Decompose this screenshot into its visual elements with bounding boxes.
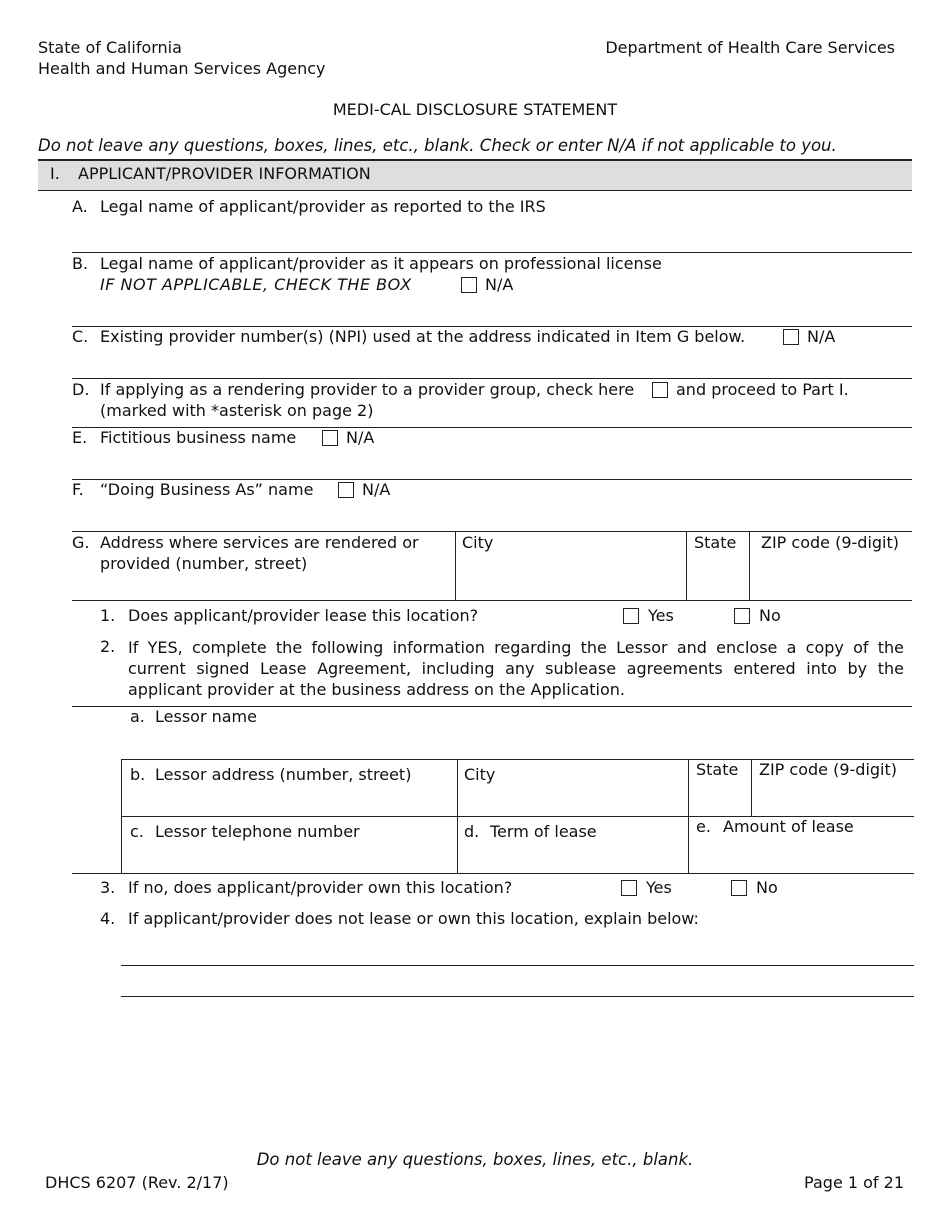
item-e-na-checkbox[interactable] [322, 430, 338, 446]
q3-no-label: No [756, 878, 778, 897]
lessor-b-label: Lessor address (number, street) [155, 765, 412, 784]
lessor-table-bottom-line [72, 873, 914, 874]
item-c-line [72, 378, 912, 379]
item-a-line [72, 252, 912, 253]
item-g-letter: G. [72, 533, 90, 552]
footer-notice: Do not leave any questions, boxes, lines, etc., blank. [256, 1150, 694, 1169]
header-state: State of California [38, 38, 182, 57]
footer-page-number: Page 1 of 21 [804, 1173, 904, 1192]
instruction-text: Do not leave any questions, boxes, lines, etc., blank. Check or enter N/A if not applicable to you. [38, 136, 837, 155]
item-b-label: Legal name of applicant/provider as it appears on professional license [100, 254, 662, 273]
lessor-a-letter: a. [130, 707, 145, 726]
item-f-na-label: N/A [362, 480, 391, 499]
lessor-b-zip-label: ZIP code (9-digit) [759, 760, 897, 779]
item-d-checkbox[interactable] [652, 382, 668, 398]
lessor-d-label: Term of lease [490, 822, 597, 841]
lessor-divider-3 [751, 759, 752, 816]
item-b-sub: IF NOT APPLICABLE, CHECK THE BOX [100, 275, 412, 294]
item-g-city-label: City [462, 533, 494, 552]
section-title: APPLICANT/PROVIDER INFORMATION [78, 164, 371, 183]
q1-num: 1. [100, 606, 116, 625]
item-g-divider-3 [749, 531, 750, 600]
q1-yes-label: Yes [648, 606, 674, 625]
item-c-na-checkbox[interactable] [783, 329, 799, 345]
item-g-divider-2 [686, 531, 687, 600]
item-e-label: Fictitious business name [100, 428, 297, 447]
q2-text: If YES, complete the following information regarding the Lessor and enclose a copy of the current signed Lease Agreement, including any sublease agreements entered into by the applicant provider at the business address on the Application. [128, 638, 904, 699]
item-g-label-line2: provided (number, street) [100, 554, 308, 573]
item-d-label-post: and proceed to Part I. [676, 380, 849, 399]
page-title: MEDI-CAL DISCLOSURE STATEMENT [332, 100, 618, 119]
q1-no-checkbox[interactable] [734, 608, 750, 624]
item-g-zip-label: ZIP code (9-digit) [761, 533, 899, 552]
item-b-na-checkbox[interactable] [461, 277, 477, 293]
footer-form-id: DHCS 6207 (Rev. 2/17) [45, 1173, 229, 1192]
q3-yes-checkbox[interactable] [621, 880, 637, 896]
q4-answer-line-1[interactable] [121, 965, 914, 966]
item-a-field[interactable] [100, 220, 910, 250]
lessor-a-label: Lessor name [155, 707, 257, 726]
item-d-line2: (marked with *asterisk on page 2) [100, 401, 374, 420]
lessor-b-letter: b. [130, 765, 146, 784]
item-a-label: Legal name of applicant/provider as reported to the IRS [100, 197, 546, 216]
lessor-c-label: Lessor telephone number [155, 822, 360, 841]
q3-num: 3. [100, 878, 116, 897]
item-f-line [72, 531, 912, 532]
item-e-na-label: N/A [346, 428, 375, 447]
item-d-label-pre: If applying as a rendering provider to a provider group, check here [100, 380, 635, 399]
item-f-label: “Doing Business As” name [100, 480, 314, 499]
section-number: I. [50, 164, 60, 183]
lessor-e-label: Amount of lease [723, 817, 854, 836]
q4-answer-line-2[interactable] [121, 996, 914, 997]
q4-text: If applicant/provider does not lease or own this location, explain below: [128, 909, 699, 928]
item-f-letter: F. [72, 480, 84, 499]
q3-text: If no, does applicant/provider own this location? [128, 878, 513, 897]
lessor-b-city-label: City [464, 765, 496, 784]
header-agency: Health and Human Services Agency [38, 59, 326, 78]
item-g-divider-1 [455, 531, 456, 600]
item-g-state-label: State [694, 533, 737, 552]
item-g-label-line1: Address where services are rendered or [100, 533, 419, 552]
q3-yes-label: Yes [646, 878, 672, 897]
item-d-letter: D. [72, 380, 90, 399]
q4-num: 4. [100, 909, 116, 928]
q3-no-checkbox[interactable] [731, 880, 747, 896]
header-department: Department of Health Care Services [605, 38, 895, 57]
item-c-na-label: N/A [807, 327, 836, 346]
item-b-na-label: N/A [485, 275, 514, 294]
q1-no-label: No [759, 606, 781, 625]
q1-text: Does applicant/provider lease this location? [128, 606, 479, 625]
item-e-letter: E. [72, 428, 88, 447]
item-g-line [72, 600, 912, 601]
lessor-e-letter: e. [696, 817, 711, 836]
item-c-label: Existing provider number(s) (NPI) used at the address indicated in Item G below. [100, 327, 746, 346]
lessor-b-state-label: State [696, 760, 739, 779]
item-a-letter: A. [72, 197, 88, 216]
lessor-d-letter: d. [464, 822, 480, 841]
q1-yes-checkbox[interactable] [623, 608, 639, 624]
q2-num: 2. [100, 637, 116, 656]
item-b-letter: B. [72, 254, 89, 273]
item-c-letter: C. [72, 327, 89, 346]
item-f-na-checkbox[interactable] [338, 482, 354, 498]
lessor-c-letter: c. [130, 822, 144, 841]
